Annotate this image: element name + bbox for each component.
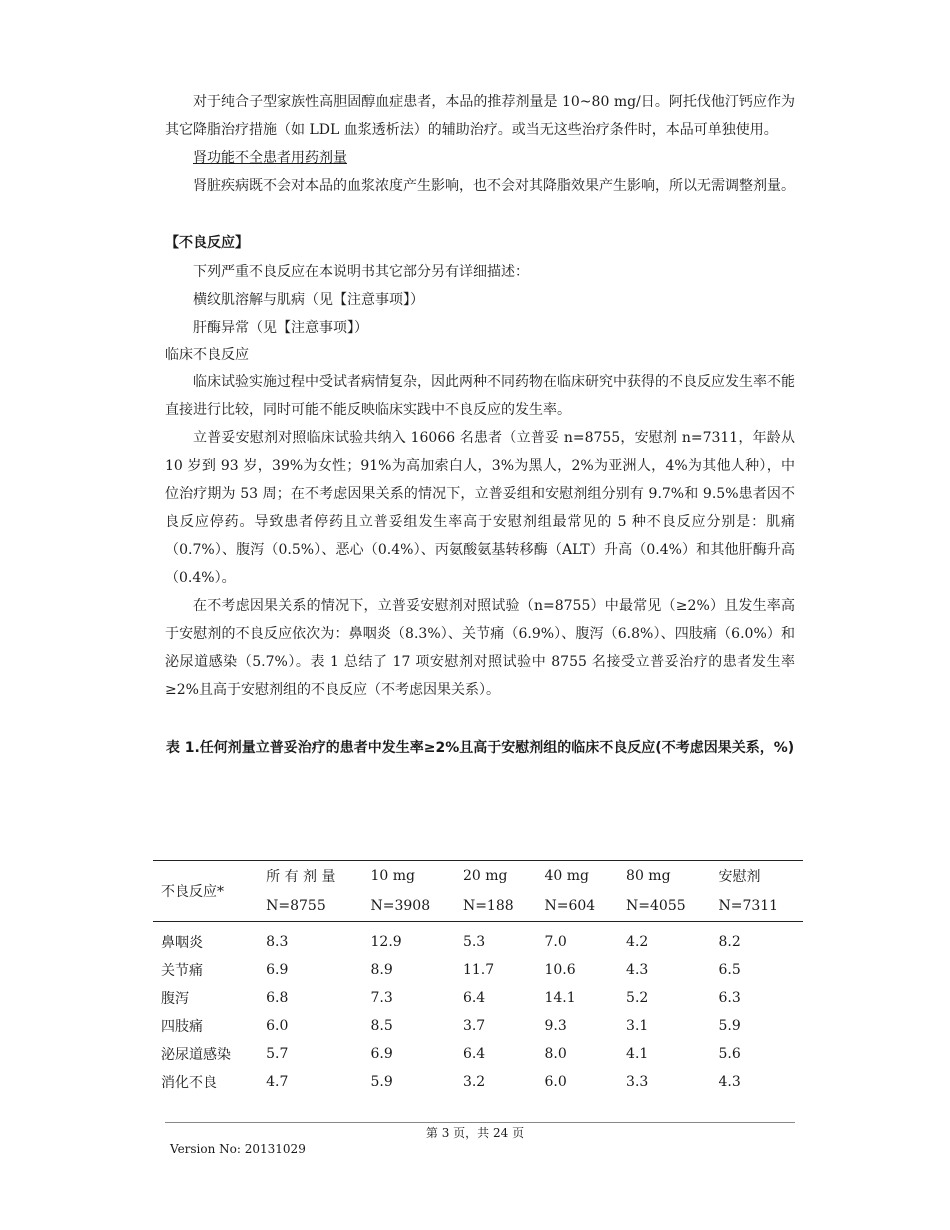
column-header: 40 mg: [536, 861, 618, 892]
table-cell: 3.1: [626, 1018, 649, 1034]
table-cell: 6.0: [266, 1018, 289, 1034]
table-cell: 5.2: [626, 990, 649, 1006]
table-cell: 4.7: [266, 1074, 289, 1090]
table-row: [153, 1068, 803, 1096]
table-cell: 8.5: [370, 1018, 393, 1034]
table-cell: 4.3: [626, 962, 649, 978]
adverse-reactions-heading: 【不良反应】: [165, 235, 249, 251]
table-cell: 5.6: [718, 1046, 741, 1062]
table-caption: 表 1.任何剂量立普妥治疗的患者中发生率≥2%且高于安慰剂组的临床不良反应(不考虑因果关系，%): [165, 740, 795, 756]
reaction-name: 四肢痛: [161, 1019, 203, 1035]
table-cell: 5.3: [462, 934, 486, 950]
column-header: 80 mg: [618, 861, 710, 892]
adverse-line-2: 横纹肌溶解与肌病（见【注意事项】）: [193, 292, 424, 308]
reaction-name: 关节痛: [161, 963, 203, 979]
table-cell: 11.7: [462, 962, 495, 978]
clinical-paragraph-1: 临床试验实施过程中受试者病情复杂，因此两种不同药物在临床研究中获得的不良反应发生率不能直接进行比较，同时可能不能反映临床实践中不良反应的发生率。: [165, 374, 795, 418]
column-n: N=7311: [710, 891, 803, 922]
reaction-name: 消化不良: [161, 1075, 217, 1091]
adverse-reactions-table: [153, 860, 803, 1096]
clinical-paragraph-3: 在不考虑因果关系的情况下，立普妥安慰剂对照试验（n=8755）中最常见（≥2%）且发生率高于安慰剂的不良反应依次为：鼻咽炎（8.3%）、关节痛（6.9%）、腹泻（6.8%）、四肢痛（6.0%）和泌尿道感染（5.7%）。表 1 总结了 17 项安慰剂对照试验中 8755 名接受立普妥治疗的患者发生率≥2%且高于安慰剂组的不良反应（不考虑因果关系）。: [165, 598, 795, 698]
row-header-cell: 不良反应*: [153, 861, 258, 922]
table-row: [153, 956, 803, 984]
table-cell: 8.2: [718, 934, 741, 950]
reaction-name: 泌尿道感染: [161, 1047, 231, 1063]
version-number: Version No: 20131029: [170, 1142, 306, 1156]
table-row: [153, 922, 803, 957]
column-n: N=3908: [363, 891, 455, 922]
clinical-adverse-title: 临床不良反应: [165, 347, 249, 363]
footer-divider: [165, 1122, 795, 1123]
table-cell: 9.3: [544, 1018, 567, 1034]
table-cell: 4.3: [718, 1074, 741, 1090]
table-cell: 6.0: [544, 1074, 567, 1090]
table-cell: 5.9: [370, 1074, 393, 1090]
renal-dosage-title-text: 肾功能不全患者用药剂量: [193, 150, 347, 166]
table-cell: 6.9: [266, 962, 289, 978]
document-body: [165, 88, 795, 776]
column-n: N=604: [536, 891, 618, 922]
column-header: 所 有 剂 量: [258, 861, 362, 892]
table-cell: 12.9: [370, 934, 402, 950]
table-cell: 4.1: [626, 1046, 649, 1062]
table-cell: 8.9: [370, 962, 393, 978]
clinical-paragraph-2: 立普妥安慰剂对照临床试验共纳入 16066 名患者（立普妥 n=8755，安慰剂 n=7311，年龄从 10 岁到 93 岁，39%为女性；91%为高加索白人，3%为黑人，2%为亚洲人，4%为其他人种），中位治疗期为 53 周；在不考虑因果关系的情况下，立普妥组和安慰剂组分别有 9.7%和 9.5%患者因不良反应停药。导致患者停药且立普妥组发生率高于安慰剂组最常见的 5 种不良反应分别是：肌痛（0.7%）、腹泻（0.5%）、恶心（0.4%）、丙氨酸氨基转移酶（ALT）升高（0.4%）和其他肝酶升高（0.4%）。: [165, 430, 795, 586]
table-cell: 6.5: [718, 962, 741, 978]
table-row: [153, 1012, 803, 1040]
column-n: N=188: [455, 891, 537, 922]
table-cell: 3.2: [462, 1074, 486, 1090]
table-cell: 4.2: [626, 934, 649, 950]
table-cell: 10.6: [544, 962, 576, 978]
table-cell: 14.1: [544, 990, 576, 1006]
renal-dosage-title: [165, 144, 795, 172]
table-cell: 6.4: [462, 990, 486, 1006]
table-cell: 8.0: [544, 1046, 567, 1062]
intro-paragraph-2: 肾脏疾病既不会对本品的血浆浓度产生影响，也不会对其降脂效果产生影响，所以无需调整剂量。: [193, 178, 795, 194]
table-row: [153, 1040, 803, 1068]
table-cell: 6.3: [718, 990, 741, 1006]
table-cell: 5.9: [718, 1018, 741, 1034]
table-cell: 3.7: [462, 1018, 486, 1034]
table-cell: 5.7: [266, 1046, 289, 1062]
column-header: 20 mg: [455, 861, 537, 892]
intro-paragraph-1: 对于纯合子型家族性高胆固醇血症患者，本品的推荐剂量是 10~80 mg/日。阿托伐他汀钙应作为其它降脂治疗措施（如 LDL 血浆透析法）的辅助治疗。或当无这些治疗条件时，本品可单独使用。: [165, 94, 795, 138]
table-cell: 3.3: [626, 1074, 649, 1090]
adverse-line-3: 肝酶异常（见【注意事项】）: [193, 320, 368, 336]
table-cell: 6.9: [370, 1046, 393, 1062]
reaction-name: 腹泻: [161, 991, 189, 1007]
column-n: N=4055: [618, 891, 710, 922]
table-cell: 7.3: [370, 990, 393, 1006]
reaction-name: 鼻咽炎: [161, 935, 203, 951]
table-cell: 8.3: [266, 934, 289, 950]
page-number: 第 3 页，共 24 页: [425, 1126, 525, 1140]
column-header: 安慰剂: [710, 861, 803, 892]
table-cell: 6.4: [462, 1046, 486, 1062]
table-row: [153, 984, 803, 1012]
table-cell: 7.0: [544, 934, 567, 950]
adverse-line-1: 下列严重不良反应在本说明书其它部分另有详细描述：: [193, 264, 529, 280]
table-cell: 6.8: [266, 990, 289, 1006]
column-n: N=8755: [258, 891, 362, 922]
column-header: 10 mg: [363, 861, 455, 892]
